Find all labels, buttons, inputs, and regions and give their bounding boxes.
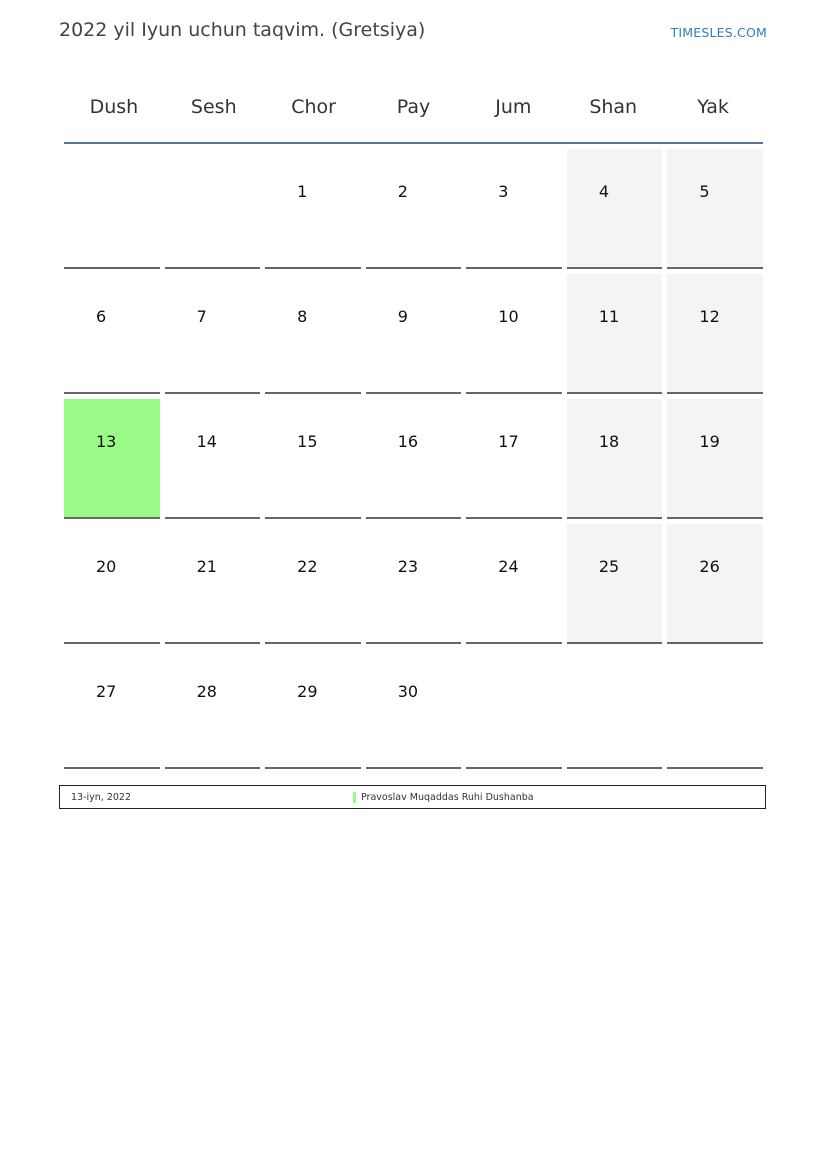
- day-cell: [64, 524, 160, 644]
- day-number: 2: [397, 182, 408, 201]
- day-cell: [667, 149, 763, 269]
- page-title: 2022 yil Iyun uchun taqvim. (Gretsiya): [59, 19, 426, 41]
- weekday-monday: Dush: [89, 96, 139, 118]
- day-cell: [265, 524, 361, 644]
- day-number: 7: [196, 307, 207, 326]
- week-row: [64, 524, 763, 649]
- day-number: 30: [397, 682, 419, 701]
- weekday-friday: Jum: [495, 96, 532, 118]
- day-number: 1: [297, 182, 308, 201]
- day-number: 14: [196, 432, 217, 451]
- empty-day-cell: [466, 649, 562, 769]
- day-number: 24: [498, 557, 519, 576]
- day-cell: [466, 399, 562, 519]
- day-number: 3: [498, 182, 509, 201]
- day-cell: [165, 274, 261, 394]
- day-cell: [265, 649, 361, 769]
- day-cell: [567, 524, 663, 644]
- day-number: 15: [297, 432, 318, 451]
- day-number: 12: [699, 307, 720, 326]
- day-cell: [567, 274, 663, 394]
- day-cell: [366, 649, 462, 769]
- day-cell: [265, 149, 361, 269]
- brand-link[interactable]: TIMESLES.COM: [670, 25, 767, 40]
- day-cell: [567, 149, 663, 269]
- day-number: 27: [96, 682, 117, 701]
- day-number: 29: [297, 682, 318, 701]
- day-number: 10: [498, 307, 519, 326]
- day-number: 9: [397, 307, 408, 326]
- day-number: 11: [598, 307, 620, 326]
- day-number: 23: [397, 557, 419, 576]
- weekday-header-row: [64, 72, 763, 144]
- holiday-day-cell: [64, 399, 160, 519]
- day-cell: [366, 524, 462, 644]
- holiday-name: Pravoslav Muqaddas Ruhi Dushanba: [361, 792, 534, 803]
- day-number: 20: [96, 557, 117, 576]
- empty-day-cell: [64, 149, 160, 269]
- day-number: 13: [96, 432, 117, 451]
- weekday-saturday: Shan: [589, 96, 638, 118]
- day-cell: [265, 274, 361, 394]
- day-cell: [366, 274, 462, 394]
- day-number: 19: [699, 432, 720, 451]
- day-cell: [165, 399, 261, 519]
- day-number: 8: [297, 307, 308, 326]
- weekday-wednesday: Chor: [291, 96, 336, 118]
- day-cell: [567, 399, 663, 519]
- day-number: 16: [397, 432, 419, 451]
- day-cell: [165, 649, 261, 769]
- day-number: 26: [699, 557, 720, 576]
- day-cell: [667, 399, 763, 519]
- day-cell: [667, 274, 763, 394]
- day-cell: [366, 149, 462, 269]
- day-number: 17: [498, 432, 519, 451]
- day-number: 5: [699, 182, 710, 201]
- day-cell: [466, 274, 562, 394]
- holiday-color-swatch: [353, 792, 356, 803]
- calendar-weeks: [64, 149, 763, 774]
- week-row: [64, 399, 763, 524]
- calendar-grid: [64, 72, 763, 774]
- day-cell: [265, 399, 361, 519]
- day-cell: [667, 524, 763, 644]
- day-cell: [366, 399, 462, 519]
- day-number: 21: [196, 557, 217, 576]
- weekday-thursday: Pay: [396, 96, 431, 118]
- day-number: 22: [297, 557, 318, 576]
- holiday-legend: [59, 785, 766, 809]
- week-row: [64, 649, 763, 774]
- week-row: [64, 274, 763, 399]
- week-row: [64, 149, 763, 274]
- day-cell: [165, 524, 261, 644]
- day-number: 28: [196, 682, 217, 701]
- day-cell: [64, 649, 160, 769]
- day-cell: [466, 524, 562, 644]
- holiday-date: 13-iyn, 2022: [71, 792, 132, 803]
- weekday-tuesday: Sesh: [190, 96, 237, 118]
- day-number: 25: [598, 557, 620, 576]
- day-cell: [64, 274, 160, 394]
- day-number: 18: [598, 432, 620, 451]
- empty-day-cell: [567, 649, 663, 769]
- day-number: 4: [598, 182, 610, 201]
- weekday-sunday: Yak: [697, 96, 729, 118]
- empty-day-cell: [165, 149, 261, 269]
- day-number: 6: [96, 307, 107, 326]
- day-cell: [466, 149, 562, 269]
- empty-day-cell: [667, 649, 763, 769]
